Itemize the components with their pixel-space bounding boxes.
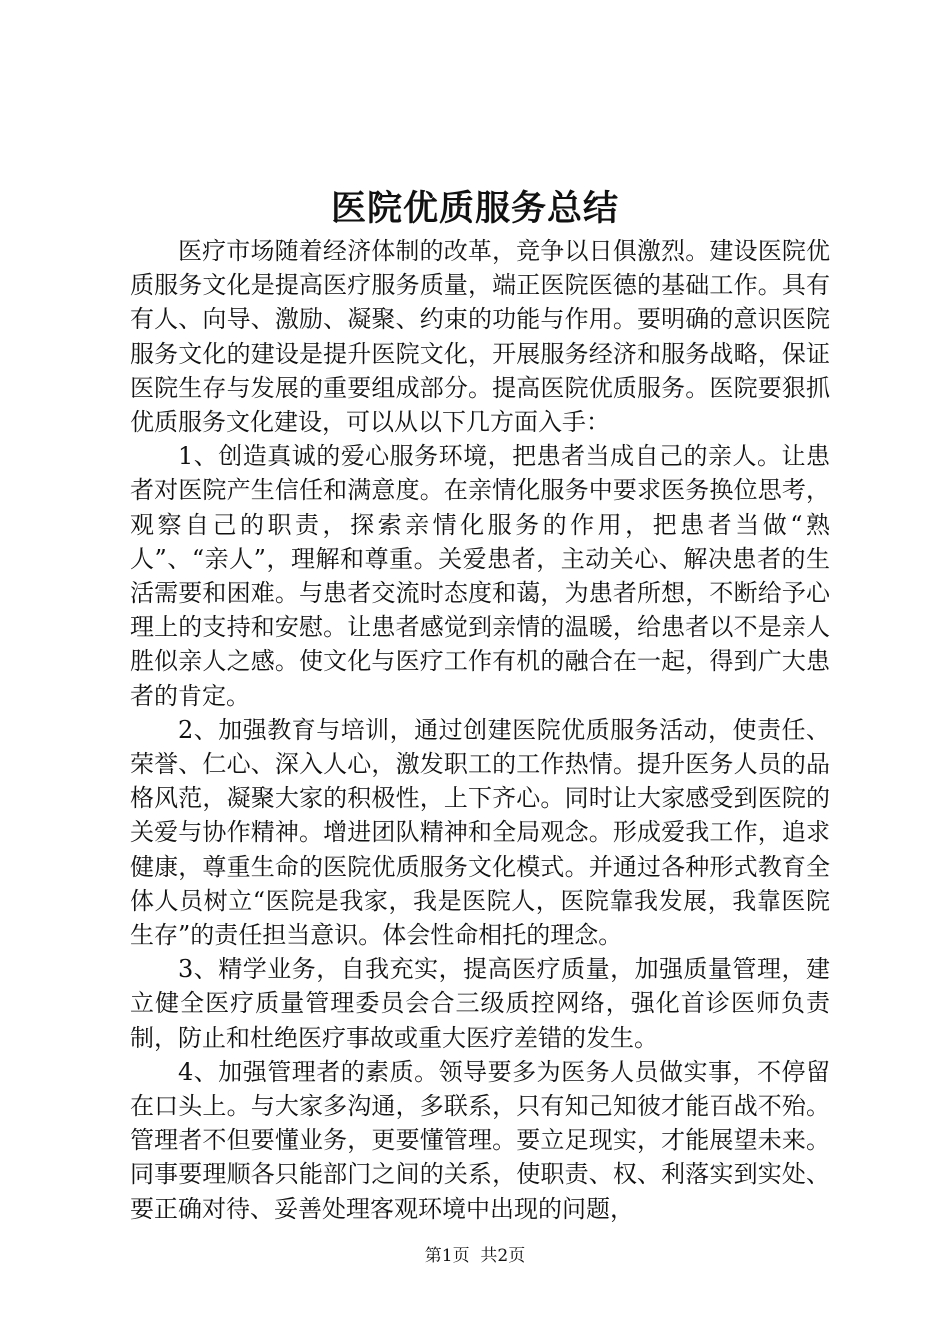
document-title: 医院优质服务总结 xyxy=(330,188,619,229)
paragraph-intro: 医疗市场随着经济体制的改革，竞争以日俱激烈。建设医院优质服务文化是提高医疗服务质量，端正医院医德的基础工作。具有有人、向导、激励、凝聚、约束的功能与作用。要明确的意识医院服务文化的建设是提升医院文化，开展服务经济和服务战略，保证医院生存与发展的重要组成部分。提高医院优质服务。医院要狠抓优质服务文化建设，可以从以下几方面入手： xyxy=(130,237,830,437)
paragraph-4: 4、加强管理者的素质。领导要多为医务人员做实事，不停留在口头上。与大家多沟通，多联系，只有知己知彼才能百战不殆。管理者不但要懂业务，更要懂管理。要立足现实，才能展望未来。同事要理顺各只能部门之间的关系，使职责、权、利落实到实处、要正确对待、妥善处理客观环境中出现的问题， xyxy=(130,1057,830,1223)
paragraph-3: 3、精学业务，自我充实，提高医疗质量，加强质量管理，建立健全医疗质量管理委员会合三级质控网络，强化首诊医师负责制，防止和杜绝医疗事故或重大医疗差错的发生。 xyxy=(130,955,830,1052)
page-number: 第1页 共2页 xyxy=(424,1246,526,1266)
paragraph-2: 2、加强教育与培训，通过创建医院优质服务活动，使责任、荣誉、仁心、深入人心，激发职工的工作热情。提升医务人员的品格风范，凝聚大家的积极性，上下齐心。同时让大家感受到医院的关爱与协作精神。增进团队精神和全局观念。形成爱我工作，追求健康，尊重生命的医院优质服务文化模式。并通过各种形式教育全体人员树立“医院是我家，我是医院人，医院靠我发展，我靠医院生存”的责任担当意识。体会性命相托的理念。 xyxy=(130,715,830,950)
document-body xyxy=(130,234,830,1226)
paragraph-1: 1、创造真诚的爱心服务环境，把患者当成自己的亲人。让患者对医院产生信任和满意度。在亲情化服务中要求医务换位思考，观察自己的职责，探索亲情化服务的作用，把患者当做“熟人”、“亲人”，理解和尊重。关爱患者，主动关心、解决患者的生活需要和困难。与患者交流时态度和蔼，为患者所想，不断给予心理上的支持和安慰。让患者感觉到亲情的温暖，给患者以不是亲人胜似亲人之感。使文化与医疗工作有机的融合在一起，得到广大患者的肯定。 xyxy=(130,442,830,710)
page-footer xyxy=(0,1244,950,1268)
